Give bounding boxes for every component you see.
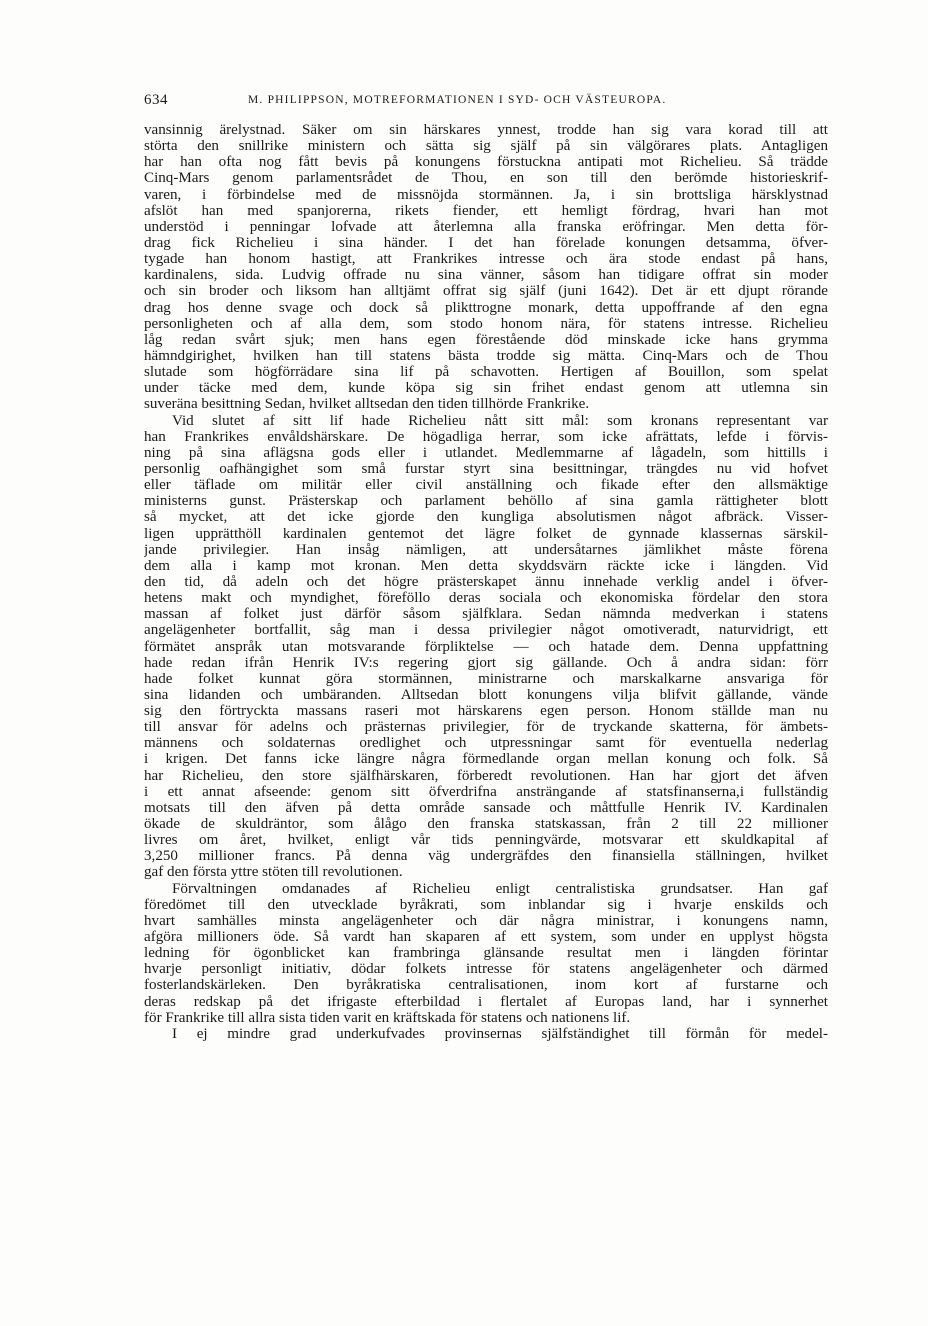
- text-line: hade redan ifrån Henrik IV:s regering gjort sig gällande. Och å andra sidan: förr: [144, 654, 828, 671]
- text-line: eller täflade om militär eller civil anställning och fikade efter den allsmäktige: [144, 477, 828, 494]
- text-line: Cinq-Mars genom parlamentsrådet de Thou, en son till den berömde historieskrif-: [144, 170, 828, 187]
- text-line: angelägenheter bortfallit, såg man i dessa privilegier något omotiveradt, naturvidrigt, ett: [144, 622, 828, 639]
- text-line: afslöt han med spanjorerna, rikets fiender, ett hemligt fördrag, hvari han mot: [144, 202, 828, 219]
- running-title: M. PHILIPPSON, MOTREFORMATIONEN I SYD- OCH VÄSTEUROPA.: [248, 94, 667, 106]
- text-line: har han ofta nog fått bevis på konungens förstuckna antipati mot Richelieu. Så trädde: [144, 154, 828, 171]
- text-line: till ansvar för adelns och prästernas privilegier, för de tryckande skatterna, för ämbets-: [144, 719, 828, 736]
- text-line: livres om året, hvilket, enligt vår tids penningvärde, motsvarar ett skuldkapital af: [144, 832, 828, 849]
- text-line: afgöra millioners öde. Så vardt han skaparen af ett system, som under en upplyst högsta: [144, 929, 828, 946]
- text-line: föredömet till den utvecklade byråkrati, som inblandar sig i hvarje enskilds och: [144, 896, 828, 913]
- text-line: låg redan svårt sjuk; men hans egen förestående död minskade icke hans grymma: [144, 331, 828, 348]
- text-line: Förvaltningen omdanades af Richelieu enligt centralistiska grundsatser. Han gaf: [172, 880, 828, 897]
- text-line: drag fick Richelieu i sina händer. I det han förelade konungen detsamma, öfver-: [144, 234, 828, 251]
- text-line: hvarje personligt initiativ, dödar folkets intresse för statens angelägenheter och därmed: [144, 961, 828, 978]
- text-line: hetens makt och myndighet, föreföllo deras sociala och ekonomiska fördelar den stora: [144, 590, 828, 607]
- text-line: personligheten och af alla dem, som stodo honom nära, för statens intresse. Richelieu: [144, 315, 828, 332]
- text-line: han Frankrikes envåldshärskare. De högadliga herrar, som icke afrättats, lefde i förvis-: [144, 428, 828, 445]
- text-line: varen, i förbindelse med de missnöjda stormännen. Ja, i sin brottsliga härsklystnad: [144, 186, 828, 203]
- text-line: hvart samhälles minsta angelägenheter och där några ministrar, i konungens namn,: [144, 912, 828, 929]
- text-line: sina lidanden och umbäranden. Alltsedan blott konungens vilja blifvit gällande, vände: [144, 686, 828, 703]
- body-text: [144, 122, 828, 1042]
- text-line: ligen upprätthöll kardinalen gentemot det lägre folket de gynnade klassernas särskil-: [144, 525, 828, 542]
- page-number: 634: [144, 92, 168, 108]
- text-line: och sin broder och liksom han alltjämt offrat sig själf (juni 1642). Det är ett djupt rörande: [144, 283, 828, 300]
- text-line: så mycket, att det icke gjorde den kungliga absolutismen något afbräck. Visser-: [144, 509, 828, 526]
- text-line: i ett annat afseende: genom sitt öfverdrifna ansträngande af statsfinanserna,i fullständig: [144, 783, 828, 800]
- text-line: fosterlandskärleken. Den byråkratiska centralisationen, inom kort af furstarne och: [144, 977, 828, 994]
- running-header: [144, 92, 828, 112]
- text-line: kardinalens, sida. Ludvig offrade nu sina vänner, såsom han tidigare offrat sin moder: [144, 267, 828, 284]
- text-line: deras redskap på det ifrigaste efterbildad i flertalet af Europas land, har i synnerhet: [144, 993, 828, 1010]
- text-line: störta den snillrike ministern och sätta sig själf på sin välgörares plats. Antagligen: [144, 138, 828, 155]
- text-line: under täcke med dem, kunde köpa sig sin frihet endast genom att utlemna sin: [144, 380, 828, 397]
- text-line: massan af folket just därför såsom själfklara. Sedan nämnda medverkan i statens: [144, 606, 828, 623]
- text-line: ning på sina aflägsna gods eller i utlandet. Medlemmarne af lågadeln, som hittills i: [144, 444, 828, 461]
- text-line: hade folket kunnat göra stormännen, ministrarne och marskalkarne ansvariga för: [144, 670, 828, 687]
- text-line: jande privilegier. Han insåg nämligen, att undersåtarnes jämlikhet måste förena: [144, 541, 828, 558]
- text-line: motsats till den äfven på detta område sansade och måttfulle Henrik IV. Kardinalen: [144, 799, 828, 816]
- text-line: har Richelieu, den store själfhärskaren, förberedt revolutionen. Han har gjort det äfven: [144, 767, 828, 784]
- text-line: ministerns gunst. Prästerskap och parlament behöllo af sina gamla rättigheter blott: [144, 493, 828, 510]
- text-line: 3,250 millioner francs. På denna väg undergräfdes den finansiella ställningen, hvilket: [144, 848, 828, 865]
- text-line: hämndgirighet, hvilken han till statens bästa trodde sig mätta. Cinq-Mars och de Thou: [144, 347, 828, 364]
- text-line: förmätet anspråk utan motsvarande förpliktelse — och hatade dem. Denna uppfattning: [144, 638, 828, 655]
- text-line: dem alla i kamp mot kronan. Men detta skyddsvärn räckte icke i längden. Vid: [144, 557, 828, 574]
- text-line: männens och soldaternas oredlighet och utpressningar samt för eventuella nederlag: [144, 735, 828, 752]
- text-line: gaf den första yttre stöten till revolutionen.: [144, 864, 403, 881]
- text-line: tygade han honom hastigt, att Frankrikes intresse och ära stode endast på hans,: [144, 251, 828, 268]
- text-line: sig den förtryckta massans raseri mot härskarens egen person. Honom ställde man nu: [144, 703, 828, 720]
- text-line: vansinnig ärelystnad. Säker om sin härskares ynnest, trodde han sig vara korad till att: [144, 122, 828, 138]
- text-line: drag hos denne svage och dock så plikttrogne monark, detta uppoffrande af den egna: [144, 299, 828, 316]
- text-line: för Frankrike till allra sista tiden varit en kräftskada för statens och nationens lif.: [144, 1009, 631, 1026]
- text-line: personlig oafhängighet som små furstar styrt sina besittningar, trängdes nu vid hofvet: [144, 460, 828, 477]
- text-line: I ej mindre grad underkufvades provinsernas själfständighet till förmån för medel-: [172, 1025, 828, 1042]
- text-line: ökade de skuldräntor, som ålågo den franska statskassan, från 2 till 22 millioner: [144, 816, 828, 833]
- text-line: slutade som högförrädare sina lif på schavotten. Hertigen af Bouillon, som spelat: [144, 364, 828, 381]
- text-line: den tid, då adeln och det högre prästerskapet ännu innehade verklig andel i öfver-: [144, 573, 828, 590]
- text-line: Vid slutet af sitt lif hade Richelieu nått sitt mål: som kronans representant var: [172, 412, 828, 429]
- text-line: understöd i penningar lofvade att återlemna alla franska eröfringar. Men detta för-: [144, 218, 828, 235]
- text-line: suveräna besittning Sedan, hvilket alltsedan den tiden tillhörde Frankrike.: [144, 396, 590, 413]
- text-line: i krigen. Det fanns icke längre några förmedlande organ mellan konung och folk. Så: [144, 751, 828, 768]
- text-line: ledning för ögonblicket kan frambringa glänsande resultat men i längden förintar: [144, 945, 828, 962]
